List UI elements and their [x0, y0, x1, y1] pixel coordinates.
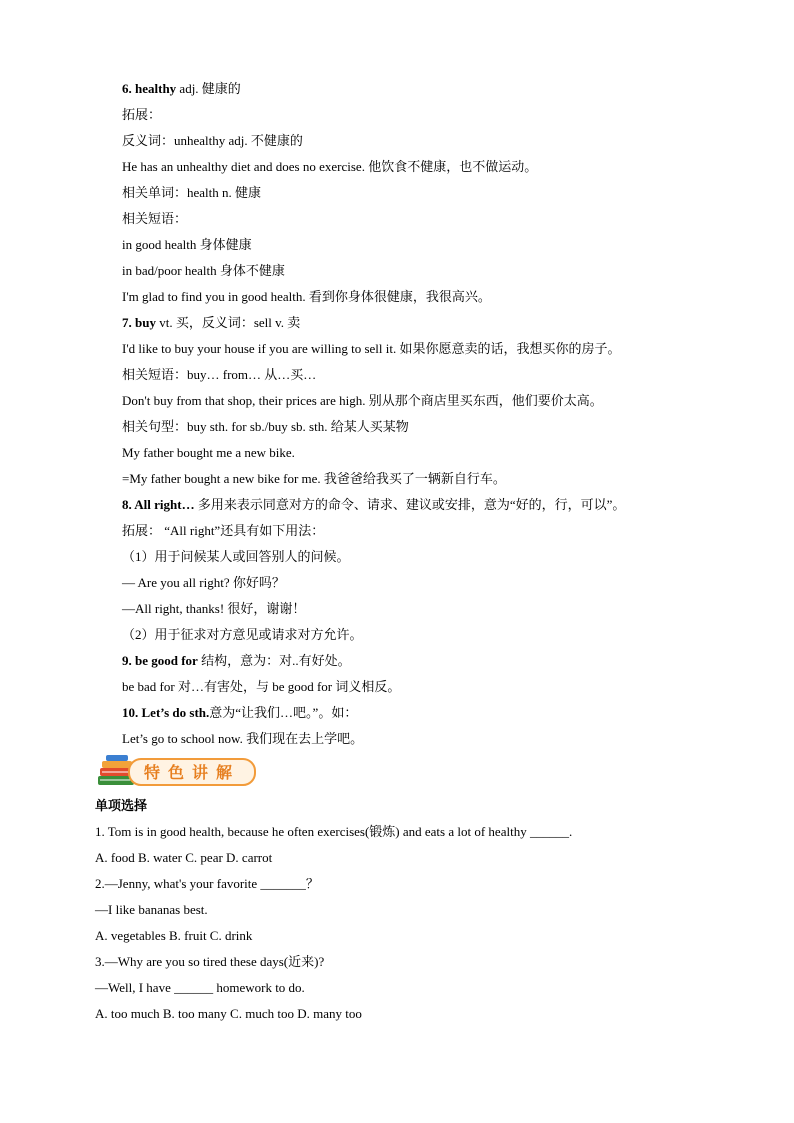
text-span: —Well, I have ______ homework to do. — [95, 980, 305, 995]
text-span: —All right, thanks! 很好，谢谢！ — [122, 601, 306, 616]
text-span: 意为“让我们…吧。”。如： — [209, 705, 358, 720]
text-line-q2o — [95, 927, 252, 945]
text-line-q2 — [95, 875, 319, 893]
text-span: 8. All right… — [122, 497, 195, 512]
text-span: Don't buy from that shop, their prices are high. 别从那个商店里买东西，他们要价太高。 — [122, 393, 603, 408]
text-span: My father bought me a new bike. — [122, 445, 295, 460]
text-line-l18 — [122, 600, 305, 618]
text-span: 7. buy — [122, 315, 156, 330]
text-line-l2 — [122, 132, 303, 150]
text-line-q2a — [95, 901, 208, 919]
text-span: — Are you all right? 你好吗？ — [122, 575, 285, 590]
text-line-h10 — [122, 704, 357, 722]
text-span: —I like bananas best. — [95, 902, 208, 917]
text-span: 相关短语：buy… from… 从…买… — [122, 367, 317, 382]
text-line-l3 — [122, 158, 537, 176]
text-line-q1o — [95, 849, 272, 867]
text-span: 3.—Why are you so tired these days(近来)? — [95, 954, 325, 969]
text-span: A. too much B. too many C. much too D. many too — [95, 1006, 362, 1021]
text-line-l15 — [122, 522, 324, 540]
text-line-l4 — [122, 184, 261, 202]
section-banner — [96, 752, 261, 790]
text-span: （1）用于问候某人或回答别人的问候。 — [122, 549, 350, 564]
text-line-l14 — [122, 470, 506, 488]
text-span: 多用来表示同意对方的命令、请求、建议或安排，意为“好的，行，可以”。 — [194, 497, 626, 512]
text-span: 9. be good for — [122, 653, 198, 668]
text-span: He has an unhealthy diet and does no exercise. 他饮食不健康，也不做运动。 — [122, 159, 538, 174]
text-line-l17 — [122, 574, 285, 592]
text-line-l12 — [122, 418, 409, 436]
text-line-s1 — [95, 797, 147, 815]
text-line-q3o — [95, 1005, 362, 1023]
text-span: vt. 买，反义词：sell v. 卖 — [155, 315, 301, 330]
text-line-l9 — [122, 340, 620, 358]
text-span: I'd like to buy your house if you are willing to sell it. 如果你愿意卖的话，我想买你的房子。 — [122, 341, 621, 356]
text-line-l21 — [122, 730, 363, 748]
text-line-l7 — [122, 262, 285, 280]
text-line-l5 — [122, 210, 187, 228]
text-span: 结构，意为：对..有好处。 — [197, 653, 351, 668]
text-span: 相关句型：buy sth. for sb./buy sb. sth. 给某人买某物 — [122, 419, 409, 434]
text-line-h8 — [122, 496, 625, 514]
text-span: 反义词：unhealthy adj. 不健康的 — [122, 133, 303, 148]
text-span: 10. Let’s do sth. — [122, 705, 210, 720]
text-span: 6. healthy — [122, 81, 177, 96]
text-span: adj. 健康的 — [176, 81, 241, 96]
text-line-q3 — [95, 953, 324, 971]
text-line-l20 — [122, 678, 400, 696]
text-span: Let’s go to school now. 我们现在去上学吧。 — [122, 731, 364, 746]
text-span: be bad for 对…有害处，与 be good for 词义相反。 — [122, 679, 401, 694]
text-line-l8 — [122, 288, 491, 306]
text-span: =My father bought a new bike for me. 我爸爸给我买了一辆新自行车。 — [122, 471, 506, 486]
text-span: A. food B. water C. pear D. carrot — [95, 850, 273, 865]
text-span: （2）用于征求对方意见或请求对方允许。 — [122, 627, 363, 642]
text-span: 相关单词：health n. 健康 — [122, 185, 262, 200]
text-span: 1. Tom is in good health, because he often exercises(锻炼) and eats a lot of healthy ______. — [95, 824, 573, 839]
text-span: I'm glad to find you in good health. 看到你身体很健康，我很高兴。 — [122, 289, 491, 304]
text-line-l10 — [122, 366, 316, 384]
text-line-l6 — [122, 236, 252, 254]
text-span: in bad/poor health 身体不健康 — [122, 263, 285, 278]
text-line-h9 — [122, 652, 351, 670]
text-span: 相关短语： — [122, 211, 188, 226]
text-line-h7 — [122, 314, 300, 332]
text-span: 单项选择 — [95, 798, 148, 813]
text-line-q3a — [95, 979, 305, 997]
text-line-l11 — [122, 392, 603, 410]
text-span: 拓展： — [122, 107, 162, 122]
text-span: 拓展： “All right”还具有如下用法： — [122, 523, 325, 538]
text-line-q1 — [95, 823, 572, 841]
text-line-l19 — [122, 626, 363, 644]
text-line-l16 — [122, 548, 350, 566]
banner-title: 特色讲解 — [144, 763, 241, 782]
text-span: in good health 身体健康 — [122, 237, 252, 252]
text-line-l13 — [122, 444, 295, 462]
text-span: 2.—Jenny, what's your favorite _______？ — [95, 876, 319, 891]
text-line-l1 — [122, 106, 161, 124]
text-span: A. vegetables B. fruit C. drink — [95, 928, 253, 943]
text-line-h6 — [122, 80, 241, 98]
